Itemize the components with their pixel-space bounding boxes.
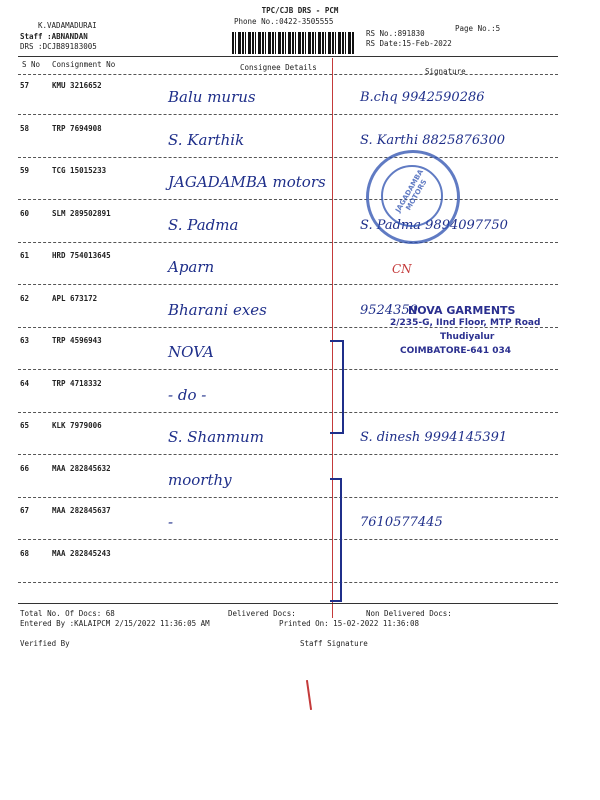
header-rule-top [18,56,558,57]
row-signature-handwritten: S. dinesh 9994145391 [360,430,508,445]
row-separator [18,157,558,158]
col-sno: S No [22,60,41,69]
row-consignee-handwritten: S. Shanmum [168,428,264,446]
page-number: Page No.:5 [455,24,501,33]
row-signature-handwritten: S. Karthi 8825876300 [360,132,505,148]
row-sno: 67 [20,506,30,515]
row-sno: 59 [20,166,30,175]
total-docs: Total No. Of Docs: 68 [20,609,115,618]
nova-garments-stamp: NOVA GARMENTS 2/235-G, IInd Floor, MTP Road Thudiyalur COIMBATORE-641 034 [390,304,541,356]
row-signature-handwritten: 7610577445 [360,515,443,530]
row-sno: 60 [20,208,30,218]
header-line1: K.VADAMADURAI [38,21,97,30]
rs-number: RS No.:891830 [366,29,425,38]
col-consignment: Consignment No [52,60,116,69]
row-consignment-no: TCG 15015233 [52,166,107,175]
row-sno: 58 [20,123,30,133]
printed-on: Printed On: 15-02-2022 11:36:08 [279,619,419,628]
row-consignment-no: TRP 4596943 [52,336,102,345]
drs-number: DRS :DCJB89183005 [20,42,97,51]
row-separator [18,454,558,455]
row-sno: 63 [20,336,30,345]
jagadamba-stamp: JAGADAMBA MOTORS [366,150,460,244]
row-separator [18,284,558,285]
row-sno: 66 [20,463,30,473]
staff-signature-label: Staff Signature [300,639,368,648]
row-consignee-handwritten: - do - [168,385,207,404]
document-title: TPC/CJB DRS - PCM [261,6,339,15]
bracket-mark-2 [330,478,342,602]
row-consignment-no: APL 673172 [52,293,98,303]
footer-rule [18,603,558,604]
row-consignment-no: KLK 7979006 [52,421,102,430]
entered-by: Entered By :KALAIPCM 2/15/2022 11:36:05 AM [20,619,210,628]
header-rule-bottom [18,74,558,75]
row-sno: 62 [20,293,30,303]
row-consignee-handwritten: Aparn [168,258,215,276]
non-delivered-docs: Non Delivered Docs: [366,609,452,618]
row-separator [18,199,558,200]
row-consignment-no: MAA 282845243 [52,548,111,558]
row-separator [18,497,558,498]
staff-name: Staff :ABNANDAN [20,32,88,41]
row-consignment-no: MAA 282845632 [52,463,111,473]
row-sno: 61 [20,251,30,260]
delivered-docs: Delivered Docs: [228,609,296,618]
row-consignee-handwritten: JAGADAMBA motors [168,173,326,191]
row-separator [18,412,558,413]
row-separator [18,242,558,243]
row-sno: 64 [20,378,30,388]
row-consignee-handwritten: moorthy [168,470,232,489]
row-consignee-handwritten: Bharani exes [168,300,267,319]
row-consignment-no: TRP 4718332 [52,378,102,388]
row-sno: 68 [20,548,30,558]
row-sno: 57 [20,81,30,90]
row-sno: 65 [20,421,30,430]
row-signature-handwritten: 9524359 [360,302,418,318]
red-pen-mark [306,680,312,710]
barcode [232,32,354,54]
row-consignee-handwritten: - [168,513,174,531]
row-signature-handwritten: S. Padma 9894097750 [360,217,508,233]
row-consignee-handwritten: S. Padma [168,215,239,234]
cn-mark: CN [392,262,412,276]
row-separator [18,114,558,115]
row-separator [18,582,558,583]
row-consignment-no: TRP 7694908 [52,123,102,133]
row-separator [18,539,558,540]
phone-number: Phone No.:0422-3505555 [234,17,334,26]
row-consignee-handwritten: Balu murus [168,88,256,106]
row-consignment-no: HRD 754013645 [52,251,111,260]
row-consignment-no: MAA 282845637 [52,506,111,515]
row-consignee-handwritten: S. Karthik [168,130,245,149]
rs-date: RS Date:15-Feb-2022 [366,39,452,48]
col-consignee: Consignee Details [240,63,317,72]
row-signature-handwritten: B.chq 9942590286 [360,90,485,105]
row-consignee-handwritten: NOVA [168,343,214,361]
bracket-mark-1 [330,340,344,434]
col-signature: Signature [425,67,466,76]
row-consignment-no: KMU 3216652 [52,81,102,90]
verified-by: Verified By [20,639,70,648]
row-consignment-no: SLM 289502891 [52,208,111,218]
